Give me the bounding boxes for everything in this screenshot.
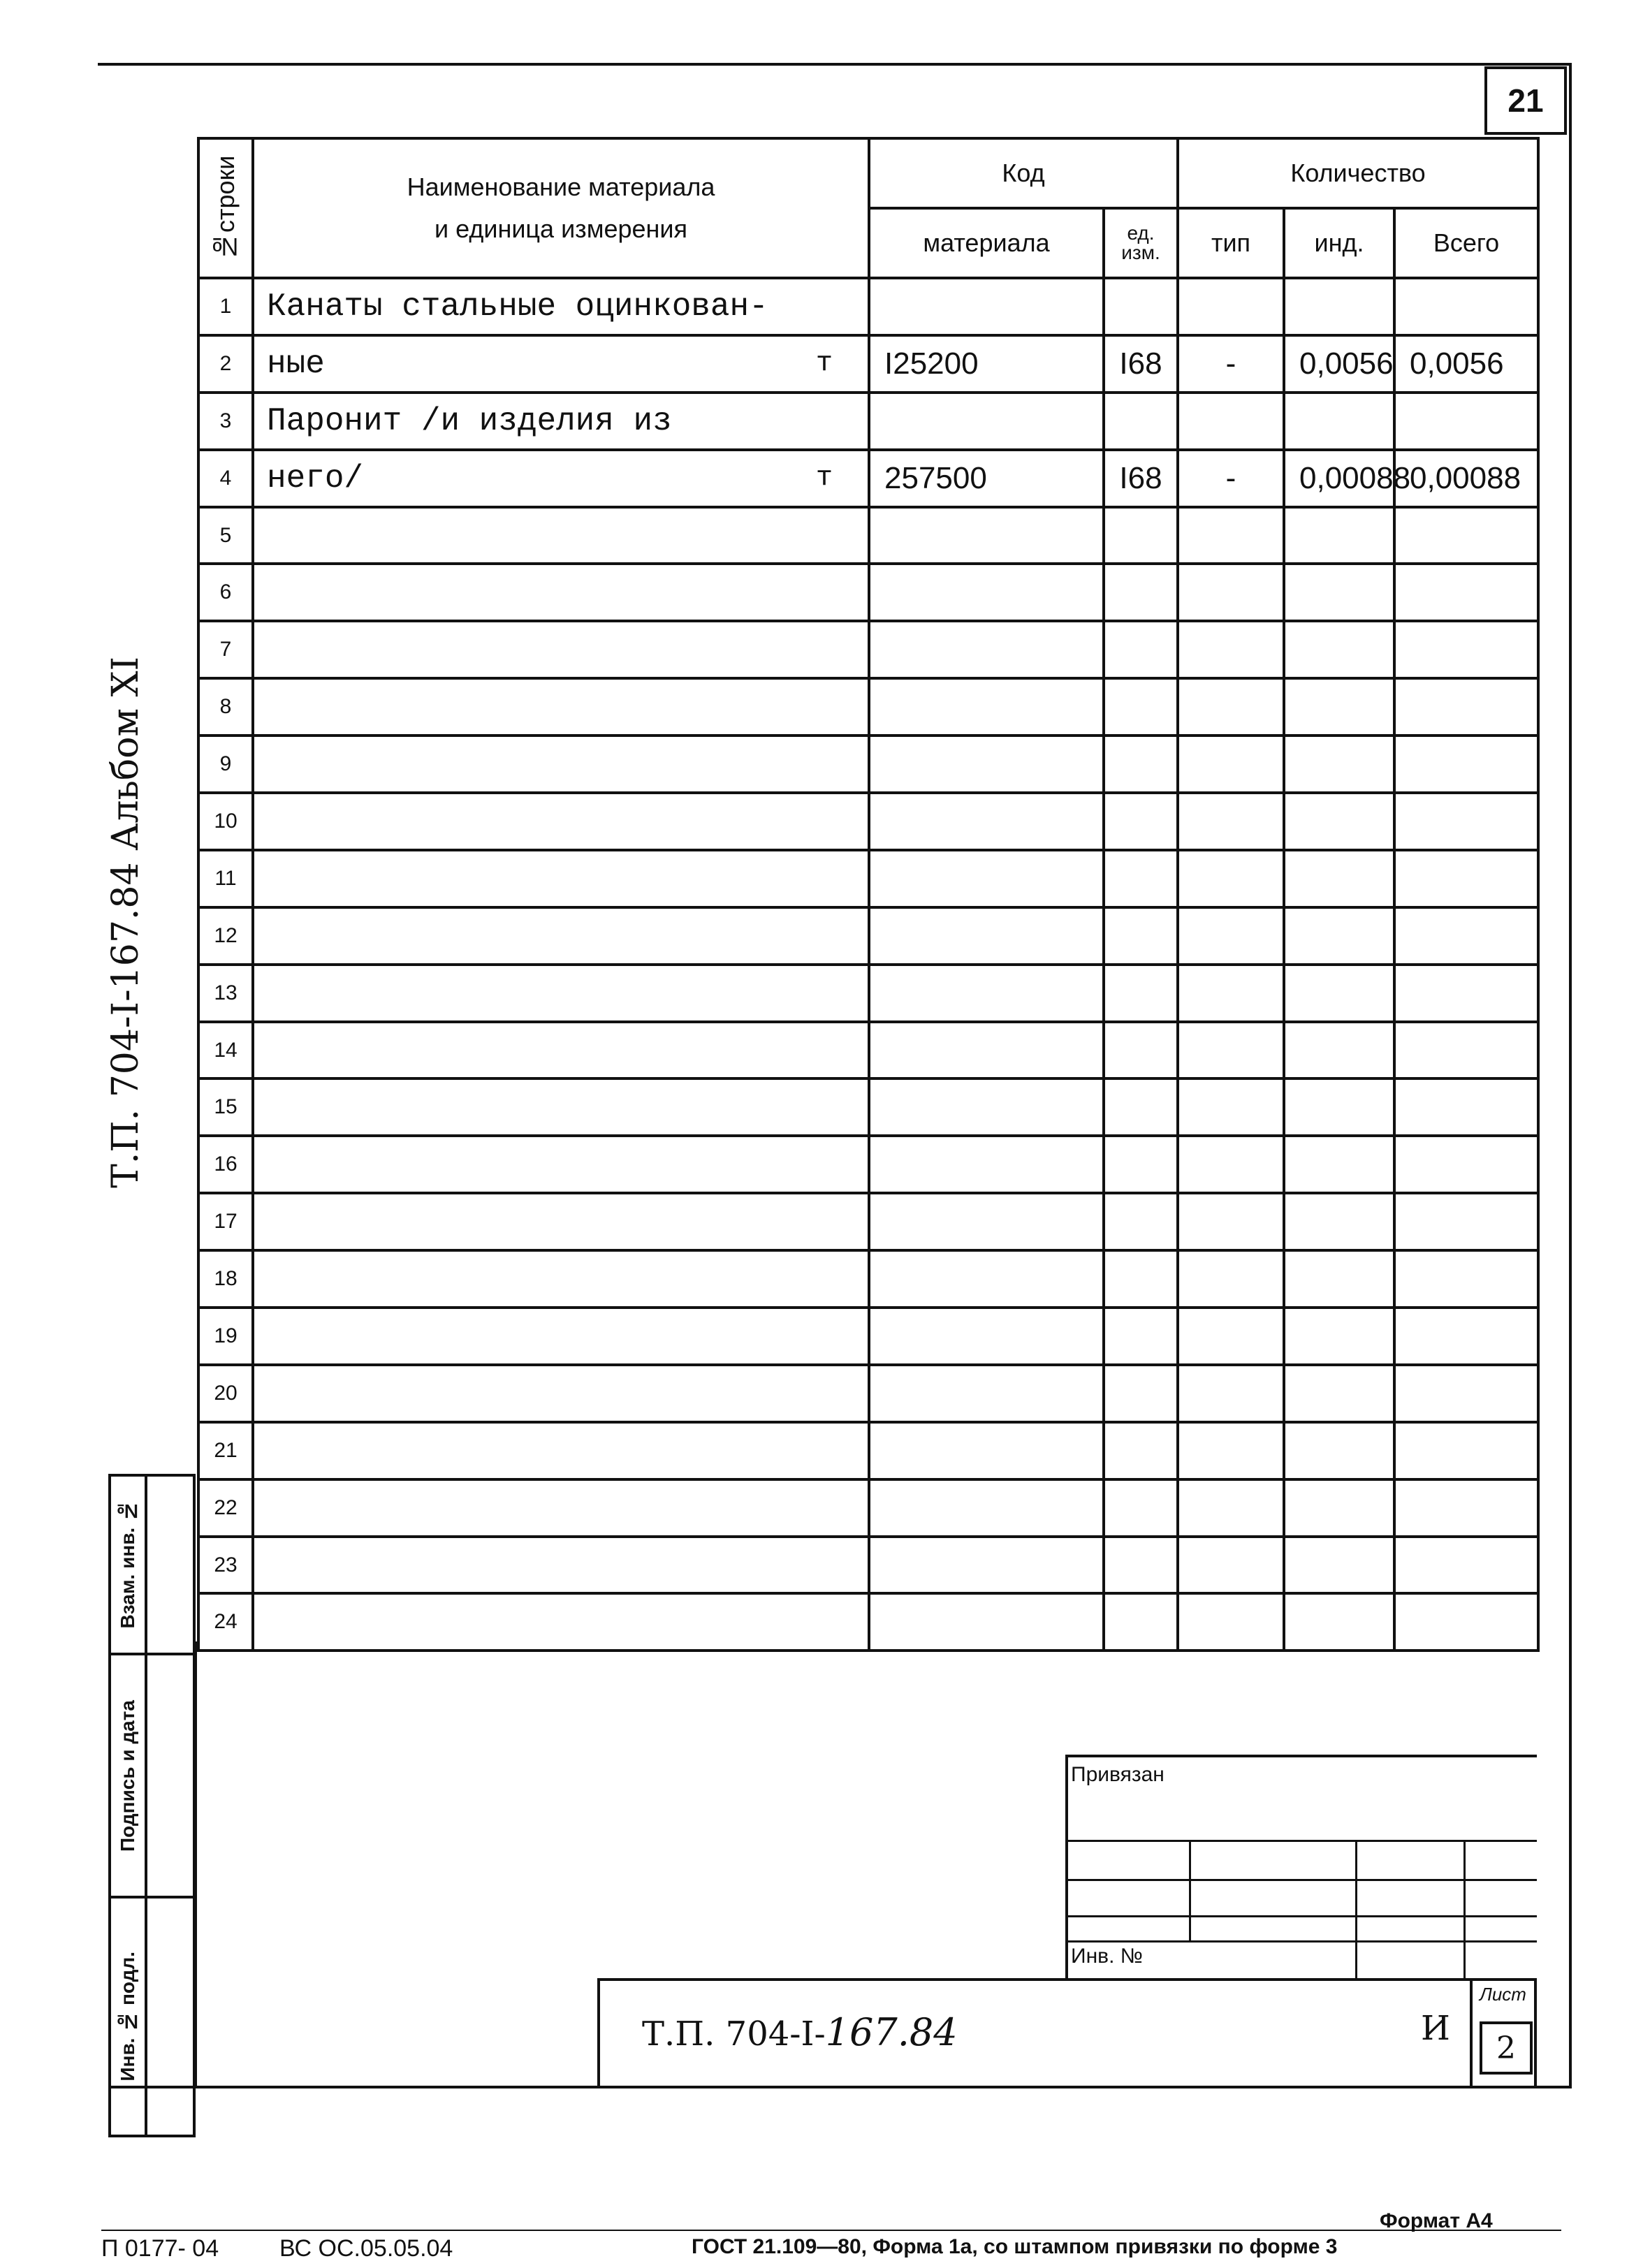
qty-ind-cell [1284, 678, 1394, 736]
material-code-cell [869, 1022, 1104, 1079]
qty-ind-cell [1284, 850, 1394, 907]
qty-ind-cell: 0,0056 [1284, 335, 1394, 393]
table-row [198, 1365, 1538, 1422]
material-code-cell [869, 278, 1104, 335]
row-number-cell: 4 [198, 450, 253, 507]
material-code-cell [869, 1193, 1104, 1250]
qty-ind-cell [1284, 1365, 1394, 1422]
stamp-replaced-inv [108, 1474, 196, 1655]
row-number-cell: 9 [198, 736, 253, 793]
doc-code-handwritten: 167.84 [825, 2010, 958, 2054]
qty-ind-cell [1284, 1537, 1394, 1594]
qty-total-cell [1394, 736, 1538, 793]
qty-total-cell [1394, 1308, 1538, 1365]
top-border-line [98, 63, 1572, 66]
material-name-cell [253, 507, 869, 564]
header-qty-group: Количество [1178, 138, 1538, 208]
sheet-number: 2 [1480, 2021, 1533, 2075]
qty-type-cell [1178, 793, 1284, 850]
table-row [198, 736, 1538, 793]
material-name-cell [253, 1365, 869, 1422]
qty-ind-cell [1284, 907, 1394, 965]
qty-total-cell [1394, 1193, 1538, 1250]
material-name-cell [253, 1593, 869, 1651]
material-code-cell [869, 1365, 1104, 1422]
qty-ind-cell [1284, 621, 1394, 678]
row-number-cell: 8 [198, 678, 253, 736]
table-row [198, 907, 1538, 965]
material-code-cell [869, 1308, 1104, 1365]
unit-code-cell [1104, 1593, 1178, 1651]
table-row [198, 507, 1538, 564]
qty-type-cell [1178, 1136, 1284, 1193]
footer-format: Формат А4 [1380, 2209, 1493, 2232]
table-body [198, 278, 1538, 1651]
table-row [198, 450, 1538, 507]
qty-ind-cell [1284, 1193, 1394, 1250]
qty-total-cell [1394, 1250, 1538, 1308]
row-number-cell: 2 [198, 335, 253, 393]
qty-ind-cell [1284, 1250, 1394, 1308]
unit-code-cell [1104, 1078, 1178, 1136]
qty-ind-cell [1284, 564, 1394, 621]
qty-ind-cell [1284, 1078, 1394, 1136]
qty-type-cell [1178, 1250, 1284, 1308]
material-code-cell [869, 393, 1104, 450]
table-row [198, 1022, 1538, 1079]
qty-type-cell: - [1178, 450, 1284, 507]
material-name-cell [253, 965, 869, 1022]
unit-code-cell [1104, 1537, 1178, 1594]
qty-total-cell [1394, 907, 1538, 965]
table-row [198, 564, 1538, 621]
qty-type-cell [1178, 621, 1284, 678]
row-number-cell: 1 [198, 278, 253, 335]
footer-line [101, 2230, 1561, 2231]
qty-type-cell [1178, 393, 1284, 450]
qty-type-cell [1178, 1193, 1284, 1250]
header-code-unit: ед. изм. [1104, 208, 1178, 278]
header-qty-ind: инд. [1284, 208, 1394, 278]
qty-type-cell [1178, 1308, 1284, 1365]
row-number-cell: 10 [198, 793, 253, 850]
qty-type-cell [1178, 1022, 1284, 1079]
qty-ind-cell [1284, 278, 1394, 335]
qty-total-cell [1394, 1136, 1538, 1193]
material-name-cell [253, 1022, 869, 1079]
material-code-cell [869, 1479, 1104, 1537]
unit-code-cell [1104, 965, 1178, 1022]
unit-code-cell [1104, 1479, 1178, 1537]
material-name-cell [253, 1537, 869, 1594]
header-code-material: материала [869, 208, 1104, 278]
qty-total-cell [1394, 965, 1538, 1022]
qty-total-cell [1394, 1593, 1538, 1651]
header-row-number: №строки [198, 138, 253, 278]
qty-type-cell [1178, 278, 1284, 335]
row-number-cell: 12 [198, 907, 253, 965]
binding-block [1065, 1755, 1537, 1978]
unit-code-cell [1104, 1250, 1178, 1308]
material-name-cell [253, 621, 869, 678]
qty-total-cell [1394, 850, 1538, 907]
qty-total-cell [1394, 278, 1538, 335]
qty-ind-cell [1284, 793, 1394, 850]
footer-left-code: П 0177- 04 [101, 2235, 219, 2262]
qty-total-cell [1394, 1537, 1538, 1594]
stamp-inv-original [108, 1896, 196, 2137]
row-number-cell: 15 [198, 1078, 253, 1136]
material-name-cell [253, 1193, 869, 1250]
material-code-cell [869, 736, 1104, 793]
stamp-replaced-inv-text: Взам. инв. № [117, 1500, 138, 1629]
qty-total-cell [1394, 564, 1538, 621]
stamp-inv-original-text: Инв. № подл. [117, 1952, 138, 2082]
row-number-cell: 24 [198, 1593, 253, 1651]
side-title [105, 657, 161, 1188]
material-code-cell [869, 564, 1104, 621]
row-number-cell: 6 [198, 564, 253, 621]
unit-code-cell [1104, 1022, 1178, 1079]
title-block [597, 1978, 1537, 2088]
row-number-cell: 21 [198, 1422, 253, 1479]
material-code-cell [869, 621, 1104, 678]
material-name-cell [253, 564, 869, 621]
table-row [198, 1593, 1538, 1651]
material-name-cell [253, 1078, 869, 1136]
material-code-cell [869, 678, 1104, 736]
material-name-cell [253, 850, 869, 907]
table-row [198, 393, 1538, 450]
qty-total-cell: 0,0056 [1394, 335, 1538, 393]
qty-type-cell [1178, 507, 1284, 564]
header-qty-total: Всего [1394, 208, 1538, 278]
stamp-signature-date-label [111, 1655, 147, 1896]
material-code-cell [869, 1422, 1104, 1479]
unit-code-cell [1104, 1365, 1178, 1422]
row-number-cell: 22 [198, 1479, 253, 1537]
unit-code-cell: I68 [1104, 335, 1178, 393]
header-name-line2: и единица измерения [434, 214, 687, 243]
table-row [198, 1078, 1538, 1136]
material-name-cell [253, 1308, 869, 1365]
material-name-cell [253, 1422, 869, 1479]
row-number-cell: 20 [198, 1365, 253, 1422]
qty-total-cell [1394, 1365, 1538, 1422]
stamp-signature-date [108, 1653, 196, 1898]
side-title-text: Т.П. 704-I-167.84 Альбом XI [105, 657, 147, 1188]
table-row [198, 278, 1538, 335]
qty-type-cell [1178, 736, 1284, 793]
qty-type-cell [1178, 1479, 1284, 1537]
material-code-cell [869, 1078, 1104, 1136]
material-code-cell: I25200 [869, 335, 1104, 393]
doc-code-printed: Т.П. 704-I- [642, 2014, 826, 2054]
qty-ind-cell [1284, 1593, 1394, 1651]
qty-type-cell [1178, 850, 1284, 907]
table-header-row-1 [198, 138, 1538, 208]
qty-total-cell [1394, 1078, 1538, 1136]
stamp-signature-date-text: Подпись и дата [117, 1699, 138, 1852]
header-name-line1: Наименование материала [407, 173, 715, 201]
unit-code-cell [1104, 1422, 1178, 1479]
qty-type-cell [1178, 907, 1284, 965]
material-code-cell [869, 850, 1104, 907]
sheet-letter: И [1421, 2009, 1450, 2048]
table-row [198, 965, 1538, 1022]
unit-code-cell [1104, 393, 1178, 450]
unit-code-cell [1104, 850, 1178, 907]
qty-type-cell [1178, 1365, 1284, 1422]
unit-code-cell [1104, 907, 1178, 965]
sheet-box [1470, 1981, 1540, 2086]
qty-ind-cell [1284, 1479, 1394, 1537]
header-code-group: Код [869, 138, 1178, 208]
material-code-cell [869, 1593, 1104, 1651]
qty-type-cell [1178, 1593, 1284, 1651]
unit-code-cell: I68 [1104, 450, 1178, 507]
material-name-cell [253, 1136, 869, 1193]
material-name-cell: Канаты стальные оцинкован- [253, 278, 869, 335]
table-row [198, 335, 1538, 393]
binding-inv-label: Инв. № [1071, 1945, 1143, 1968]
table-row [198, 621, 1538, 678]
sheet-label: Лист [1480, 1984, 1526, 2005]
table-row [198, 1193, 1538, 1250]
qty-ind-cell [1284, 965, 1394, 1022]
unit-code-cell [1104, 278, 1178, 335]
row-number-cell: 5 [198, 507, 253, 564]
row-number-cell: 14 [198, 1022, 253, 1079]
qty-type-cell [1178, 678, 1284, 736]
material-unit: т [815, 462, 833, 495]
material-name-cell [253, 793, 869, 850]
row-number-cell: 19 [198, 1308, 253, 1365]
material-name-cell [253, 736, 869, 793]
material-code-cell [869, 907, 1104, 965]
material-code-cell [869, 507, 1104, 564]
row-number-cell: 23 [198, 1537, 253, 1594]
material-name-cell: ные т [253, 335, 869, 393]
table-row [198, 793, 1538, 850]
qty-total-cell [1394, 1422, 1538, 1479]
table-row [198, 1136, 1538, 1193]
material-code-cell [869, 965, 1104, 1022]
table-row [198, 850, 1538, 907]
page-number: 21 [1484, 66, 1567, 135]
qty-ind-cell [1284, 736, 1394, 793]
qty-total-cell [1394, 1479, 1538, 1537]
material-code-cell [869, 793, 1104, 850]
left-frame-line [194, 1641, 197, 2088]
material-name-cell [253, 1250, 869, 1308]
table-row [198, 1308, 1538, 1365]
material-name-cell [253, 1479, 869, 1537]
material-table [197, 137, 1540, 1652]
qty-type-cell [1178, 1422, 1284, 1479]
qty-total-cell [1394, 621, 1538, 678]
material-code-cell [869, 1250, 1104, 1308]
stamp-inv-original-label [111, 1898, 147, 2135]
material-code-cell: 257500 [869, 450, 1104, 507]
material-code-cell [869, 1136, 1104, 1193]
material-name-cell: него/ т [253, 450, 869, 507]
qty-type-cell: - [1178, 335, 1284, 393]
row-number-cell: 16 [198, 1136, 253, 1193]
unit-code-cell [1104, 564, 1178, 621]
stamp-replaced-inv-label [111, 1477, 147, 1653]
table-row [198, 1537, 1538, 1594]
unit-code-cell [1104, 1308, 1178, 1365]
unit-code-cell [1104, 736, 1178, 793]
material-name-cell [253, 678, 869, 736]
row-number-cell: 11 [198, 850, 253, 907]
header-qty-type: тип [1178, 208, 1284, 278]
unit-code-cell [1104, 678, 1178, 736]
table-row [198, 1479, 1538, 1537]
qty-ind-cell [1284, 1136, 1394, 1193]
doc-code [642, 2010, 958, 2054]
row-number-cell: 13 [198, 965, 253, 1022]
unit-code-cell [1104, 1193, 1178, 1250]
binding-label: Привязан [1071, 1763, 1165, 1786]
row-number-cell: 7 [198, 621, 253, 678]
table-row [198, 1422, 1538, 1479]
row-number-cell: 17 [198, 1193, 253, 1250]
header-name [253, 138, 869, 278]
qty-total-cell [1394, 507, 1538, 564]
qty-ind-cell: 0,00088 [1284, 450, 1394, 507]
unit-code-cell [1104, 621, 1178, 678]
footer-mid-code: ВС ОС.05.05.04 [279, 2235, 453, 2262]
unit-code-cell [1104, 507, 1178, 564]
qty-total-cell [1394, 1022, 1538, 1079]
row-number-cell: 18 [198, 1250, 253, 1308]
right-border-line [1569, 63, 1572, 2088]
unit-code-cell [1104, 793, 1178, 850]
qty-total-cell [1394, 678, 1538, 736]
qty-type-cell [1178, 564, 1284, 621]
qty-type-cell [1178, 1078, 1284, 1136]
footer-gost: ГОСТ 21.109—80, Форма 1а, со штампом привязки по форме 3 [692, 2235, 1338, 2258]
qty-type-cell [1178, 1537, 1284, 1594]
table-row [198, 1250, 1538, 1308]
qty-ind-cell [1284, 1022, 1394, 1079]
qty-ind-cell [1284, 393, 1394, 450]
qty-ind-cell [1284, 1308, 1394, 1365]
qty-total-cell [1394, 793, 1538, 850]
row-number-cell: 3 [198, 393, 253, 450]
qty-total-cell [1394, 393, 1538, 450]
qty-ind-cell [1284, 507, 1394, 564]
material-name-cell: Паронит /и изделия из [253, 393, 869, 450]
qty-type-cell [1178, 965, 1284, 1022]
table-row [198, 678, 1538, 736]
unit-code-cell [1104, 1136, 1178, 1193]
material-name-cell [253, 907, 869, 965]
material-unit: т [815, 348, 833, 380]
left-stamp-columns [108, 1474, 199, 2137]
qty-total-cell: 0,00088 [1394, 450, 1538, 507]
qty-ind-cell [1284, 1422, 1394, 1479]
material-code-cell [869, 1537, 1104, 1594]
